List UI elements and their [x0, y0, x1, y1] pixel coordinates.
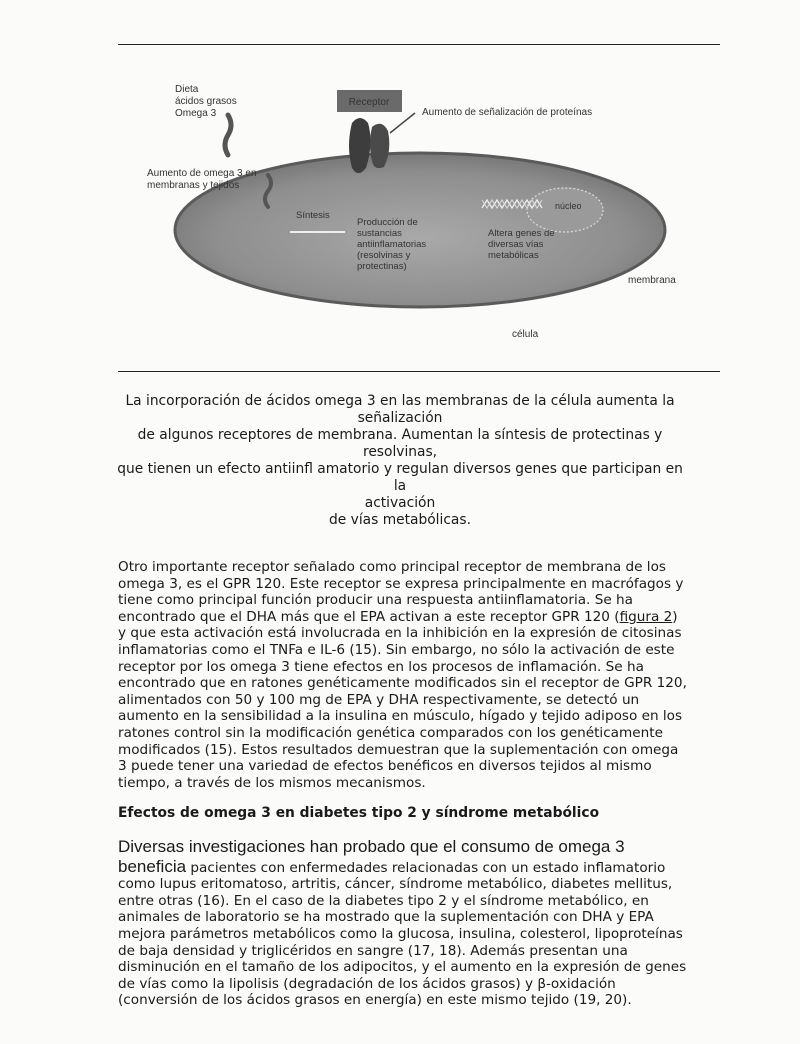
caption-line-4: resolvinas, — [362, 444, 438, 460]
paragraph-gpr120-text-a: Otro importante receptor señalado como principal receptor de membrana de los omega 3, es el GPR 120. Este receptor se expresa principalmente en macrófagos y tiene como principal función producir una respuesta antiinflamatoria. Se ha encontrado que el DHA más que el EPA activan a este receptor GPR 120 ( — [118, 559, 684, 625]
caption-line-2: señalización — [357, 410, 443, 426]
caption-line-6: activación — [364, 495, 436, 511]
membranes-label-2: membranas y tejidos — [147, 180, 240, 191]
production-label-2: sustancias — [357, 228, 402, 239]
paragraph-diabetes — [118, 837, 688, 1009]
paragraph-diabetes-text: pacientes con enfermedades relacionadas con un estado inflamatorio como lupus eritomatoso, artritis, cáncer, síndrome metabólico, diabetes mellitus, entre otras (16). En el caso de la diabetes tipo 2 y el síndrome metabólico, en animales de laboratorio se ha mostrado que la suplementación con DHA y EPA mejora parámetros metabólicos como la glucosa, insulina, colesterol, lipoproteínas de baja densidad y triglicéridos en sangre (17, 18). Además presentan una disminución en el tamaño de los adipocitos, y el aumento en la expresión de genes de vías como la lipolisis (degradación de los ácidos grasos) y β-oxidación (conversión de los ácidos grasos en energía) en este mismo tejido (19, 20). — [118, 859, 687, 1009]
section-heading: Efectos de omega 3 en diabetes tipo 2 y síndrome metabólico — [118, 805, 600, 821]
synthesis-label: Síntesis — [296, 210, 330, 221]
receptor-label: Receptor — [348, 97, 390, 108]
production-label-5: protectinas) — [357, 261, 407, 272]
fatty-acid-chain — [225, 115, 231, 155]
cell-diagram — [140, 75, 700, 350]
caption-line-5: que tienen un efecto antiinfl amatorio y regulan diversos genes que participan en la — [117, 461, 683, 494]
genes-label-1: Altera genes de — [488, 228, 555, 239]
figure-2-link[interactable]: figura 2 — [619, 608, 673, 625]
figure-caption — [115, 393, 685, 529]
paragraph-diabetes-lead: Diversas investigaciones han probado que el consumo de omega 3 beneficia — [118, 837, 625, 876]
bottom-rule — [118, 371, 720, 372]
production-label-1: Producción de — [357, 217, 418, 228]
caption-line-1: La incorporación de ácidos omega 3 en las membranas de la célula aumenta la — [125, 393, 675, 409]
production-label-3: antiinflamatorias — [357, 239, 427, 250]
top-rule — [118, 44, 720, 45]
production-label-4: (resolvinas y — [357, 250, 411, 261]
caption-line-3: de algunos receptores de membrana. Aumentan la síntesis de protectinas y — [137, 427, 663, 443]
genes-label-2: diversas vías — [488, 239, 544, 250]
genes-label-3: metabólicas — [488, 250, 539, 261]
nucleus-label: núcleo — [555, 201, 582, 211]
caption-line-7: de vías metabólicas. — [329, 512, 471, 528]
paragraph-gpr120-text-b: ) y que esta activación está involucrada en la inhibición en la expresión de citosinas inflamatorias como el TNFa e IL-6 (15). Sin embargo, no sólo la activación de este receptor por los omega 3 tiene efectos en los procesos de inflamación. Se ha encontrado que en ratones genéticamente modificados sin el receptor de GPR 120, alimentados con 50 y 100 mg de EPA y DHA respectivamente, se detectó un aumento en la sensibilidad a la insulina en músculo, hígado y tejido adiposo en los ratones control sin la modificación genética comparados con los genéticamente modificados (15). Estos resultados demuestran que la suplementación con omega 3 puede tener una variedad de efectos benéficos en diversos tejidos al mismo tiempo, a través de los mismos mecanismos. — [118, 608, 687, 791]
signaling-label: Aumento de señalización de proteínas — [422, 107, 593, 118]
cell-diagram-figure — [140, 75, 700, 350]
paragraph-gpr120 — [118, 559, 688, 791]
diet-label-3: Omega 3 — [175, 108, 217, 119]
diet-label-1: Dieta — [175, 84, 199, 95]
membrane-label: membrana — [628, 275, 676, 286]
diet-label-2: ácidos grasos — [175, 96, 237, 107]
cell-label: célula — [512, 329, 539, 340]
membranes-label-1: Aumento de omega 3 en — [147, 168, 257, 179]
